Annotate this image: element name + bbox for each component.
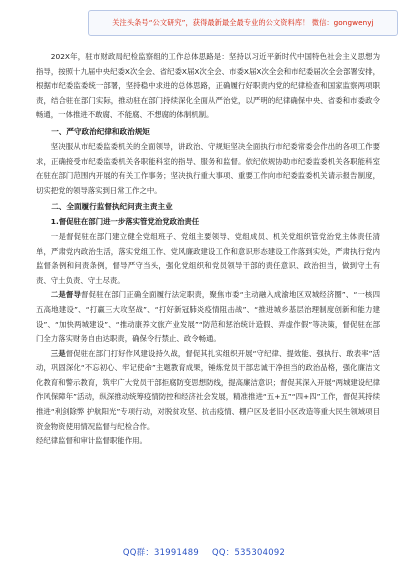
subsection-3-lead: 三是: [50, 348, 66, 358]
section-1-paragraph: 坚决服从市纪委监委机关的全面领导，讲政治、守规矩坚决全面执行市纪委常委会作出的各项工作要求，正确接受市纪委监委机关各职能科室的指导、服务和监督。依纪依规协助市纪委监委机关各职能科室在驻在部门范围内开展的有关工作事务；坚决执行重大事项、重要工作向市纪委监委机关请示报告制度，切实把党的领导落实到日常工作之中。: [36, 141, 380, 195]
footer-contact: [0, 546, 408, 558]
subsection-3-tail: 经纪律监督和审计监督职能作用。: [36, 436, 147, 446]
intro-paragraph: 202X年，驻市财政局纪检监察组的工作总体思路是：坚持以习近平新时代中国特色社会主义思想为指导，按照十九届中央纪委X次全会、省纪委X届X次全会、市委X届X次全会和市纪委届次全会部署安排，根据市纪委监委统一部署，坚持稳中求进的总体思路，正确履行好职责内党的纪律检查和国家监察两项职责，结合驻在部门实际，推动驻在部门持续深化全面从严治党，以严明的纪律确保中央、省委和市委政令畅通，一体推进不敢腐、不能腐、不想腐的体制机制。: [36, 52, 380, 120]
subsection-3-text: 督促驻在部门打好作风建设持久战，督促其扎实组织开展“守纪律、提效能、强执行、敢表率”活动，巩固深化“不忘初心、牢记使命”主题教育成果，锤炼党员干部忠诚干净担当的政治品格，强化廉洁文化教育和警示教育，筑牢广大党员干部拒腐防变思想防线，提高廉洁意识；督促其深入开展“两城建设纪律作风保障年”活动，纵深推动统筹疫情防控和经济社会发展，精准推进“五+五”“四+四”工作，督促其持续推进“利剑除弊 护航阳光”专项行动，对脱贫攻坚、抗击疫情、棚户区及老旧小区改造等重大民生领域项目资金物资使用情况监督与纪检合作。: [36, 348, 380, 431]
footer-qq: QQ：535304092: [212, 547, 286, 557]
subsection-3-paragraph: [36, 347, 380, 435]
promo-banner-text: 关注头条号“公文研究”，获得最新最全最专业的公文资料库！ 微信：gongwenyj: [112, 18, 374, 27]
subsection-2-paragraph: [36, 288, 380, 346]
subsection-1-paragraph: 一是督促驻在部门建立健全党组班子、党组主要领导、党组成员、机关党组织管党治党主体责任清单，严肃党内政治生活，落实党组工作、党风廉政建设工作和意识形态建设工作落到实处，严肃执行党内监督条例和问责条例，督导严守当头，强化党组织和党员领导干部的责任意识、政治担当，做到守土有责、守土负责、守土尽责。: [36, 231, 380, 285]
footer-qq-group: QQ群：31991489: [122, 547, 200, 557]
section-2-heading: 二、全面履行监督执纪问责主责主业: [51, 202, 173, 212]
document-body: [36, 50, 380, 449]
subsection-2-text: 督促驻在部门正确全面履行法定职责，聚焦市委“主动融入成渝地区双城经济圈”、“一核四五高地建设”、“打赢三大攻坚战”、“打好新冠肺炎疫情阻击战”、“推进城乡基层治理制度创新和能力建设”、“加快两城建设”、“推动康养文旅产业发展”“防范和惩治统计造假、弄虚作假”等决策，督促驻在部门全力落实财务自由达职责，确保令行禁止、政令畅通。: [36, 290, 380, 344]
subsection-1-heading: 1.督促驻在部门进一步落实管党治党政治责任: [50, 217, 200, 227]
section-1-heading: 一、严守政治纪律和政治规矩: [51, 126, 150, 136]
promo-banner: [88, 10, 398, 36]
subsection-2-lead: 二是督导: [50, 290, 82, 300]
